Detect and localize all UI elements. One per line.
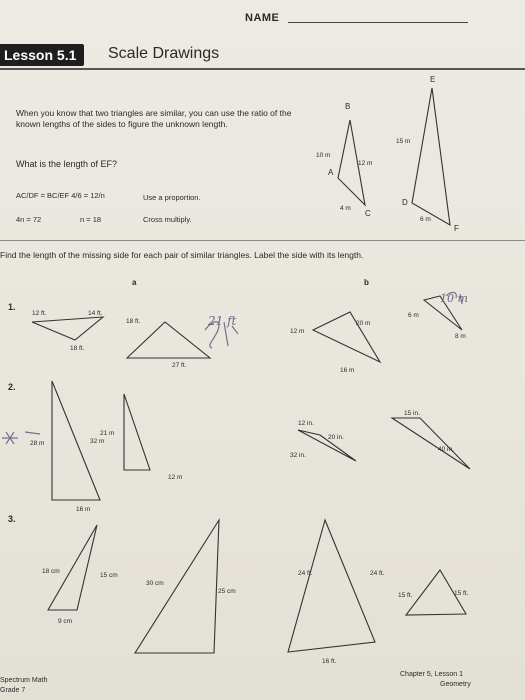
- side-label: 14 ft.: [88, 310, 103, 317]
- side-label: 25 cm: [218, 588, 236, 595]
- side-label: 20 m: [356, 320, 371, 327]
- column-a-heading: a: [132, 278, 137, 287]
- cross-multiply-eq1: 4n = 72: [16, 215, 42, 224]
- side-label: 12 ft.: [32, 310, 47, 317]
- column-b-heading: b: [364, 278, 369, 287]
- problem-number-3: 3.: [8, 514, 16, 524]
- side-label: 16 m: [76, 506, 91, 513]
- side-label: 15 cm: [100, 572, 118, 579]
- side-label: 28 m: [30, 440, 45, 447]
- proportion-equation: AC/DF = BC/EF 4/6 = 12/n: [16, 191, 105, 200]
- side-label: 4 m: [340, 205, 351, 212]
- cross-multiply-eq2: n = 18: [80, 215, 102, 224]
- side-label: 8 m: [455, 333, 466, 340]
- side-label: 6 m: [420, 216, 431, 223]
- vertex-label-c: C: [365, 209, 371, 218]
- side-label: 16 m: [340, 367, 355, 374]
- lesson-badge: Lesson 5.1: [0, 44, 84, 66]
- footer-grade: Grade 7: [0, 687, 26, 694]
- side-label: 18 cm: [42, 568, 60, 575]
- intro-question: What is the length of EF?: [16, 159, 118, 169]
- proportion-note: Use a proportion.: [143, 193, 201, 202]
- side-label: 12 m: [168, 474, 183, 481]
- side-label: 32 in.: [290, 452, 306, 459]
- side-label: 15 ft.: [398, 592, 413, 599]
- side-label: 27 ft.: [172, 362, 187, 369]
- vertex-label-d: D: [402, 198, 408, 207]
- handwritten-answer-1a: 21 ft: [208, 314, 237, 328]
- side-label: 12 in.: [298, 420, 314, 427]
- cross-multiply-note: Cross multiply.: [143, 215, 192, 224]
- name-label: NAME: [245, 12, 280, 24]
- footer-publisher: Spectrum Math: [0, 677, 48, 684]
- vertex-label-b: B: [345, 102, 351, 111]
- side-label: 6 m: [408, 312, 419, 319]
- side-label: 15 m: [396, 138, 411, 145]
- side-label: 12 m: [358, 160, 373, 167]
- vertex-label-e: E: [430, 75, 436, 84]
- side-label: 30 cm: [146, 580, 164, 587]
- intro-text: When you know that two triangles are similar, you can use the ratio of the known lengths of the sides to figure the unknown length.: [16, 108, 292, 129]
- lesson-title: Scale Drawings: [108, 45, 220, 62]
- side-label: 16 ft.: [322, 658, 337, 665]
- side-label: 18 ft.: [126, 318, 141, 325]
- problem-number-1: 1.: [8, 302, 16, 312]
- footer-chapter: Chapter 5, Lesson 1: [400, 671, 464, 678]
- side-label: 9 cm: [58, 618, 73, 625]
- side-label: 40 in.: [438, 446, 454, 453]
- side-label: 21 m: [100, 430, 115, 437]
- vertex-label-a: A: [328, 168, 334, 177]
- vertex-label-f: F: [454, 224, 459, 233]
- handwritten-answer-1b: 10 m: [440, 292, 468, 305]
- side-label: 10 m: [316, 152, 331, 159]
- footer-subject: Geometry: [440, 681, 471, 688]
- side-label: 12 m: [290, 328, 305, 335]
- problem-number-2: 2.: [8, 382, 16, 392]
- side-label: 15 in.: [404, 410, 420, 417]
- side-label: 18 ft.: [70, 345, 85, 352]
- side-label: 32 m: [90, 438, 105, 445]
- side-label: 20 in.: [328, 434, 344, 441]
- side-label: 24 ft.: [298, 570, 313, 577]
- side-label: 15 ft.: [454, 590, 469, 597]
- instructions: Find the length of the missing side for each pair of similar triangles. Label the side with its length.: [0, 250, 364, 260]
- side-label: 24 ft.: [370, 570, 385, 577]
